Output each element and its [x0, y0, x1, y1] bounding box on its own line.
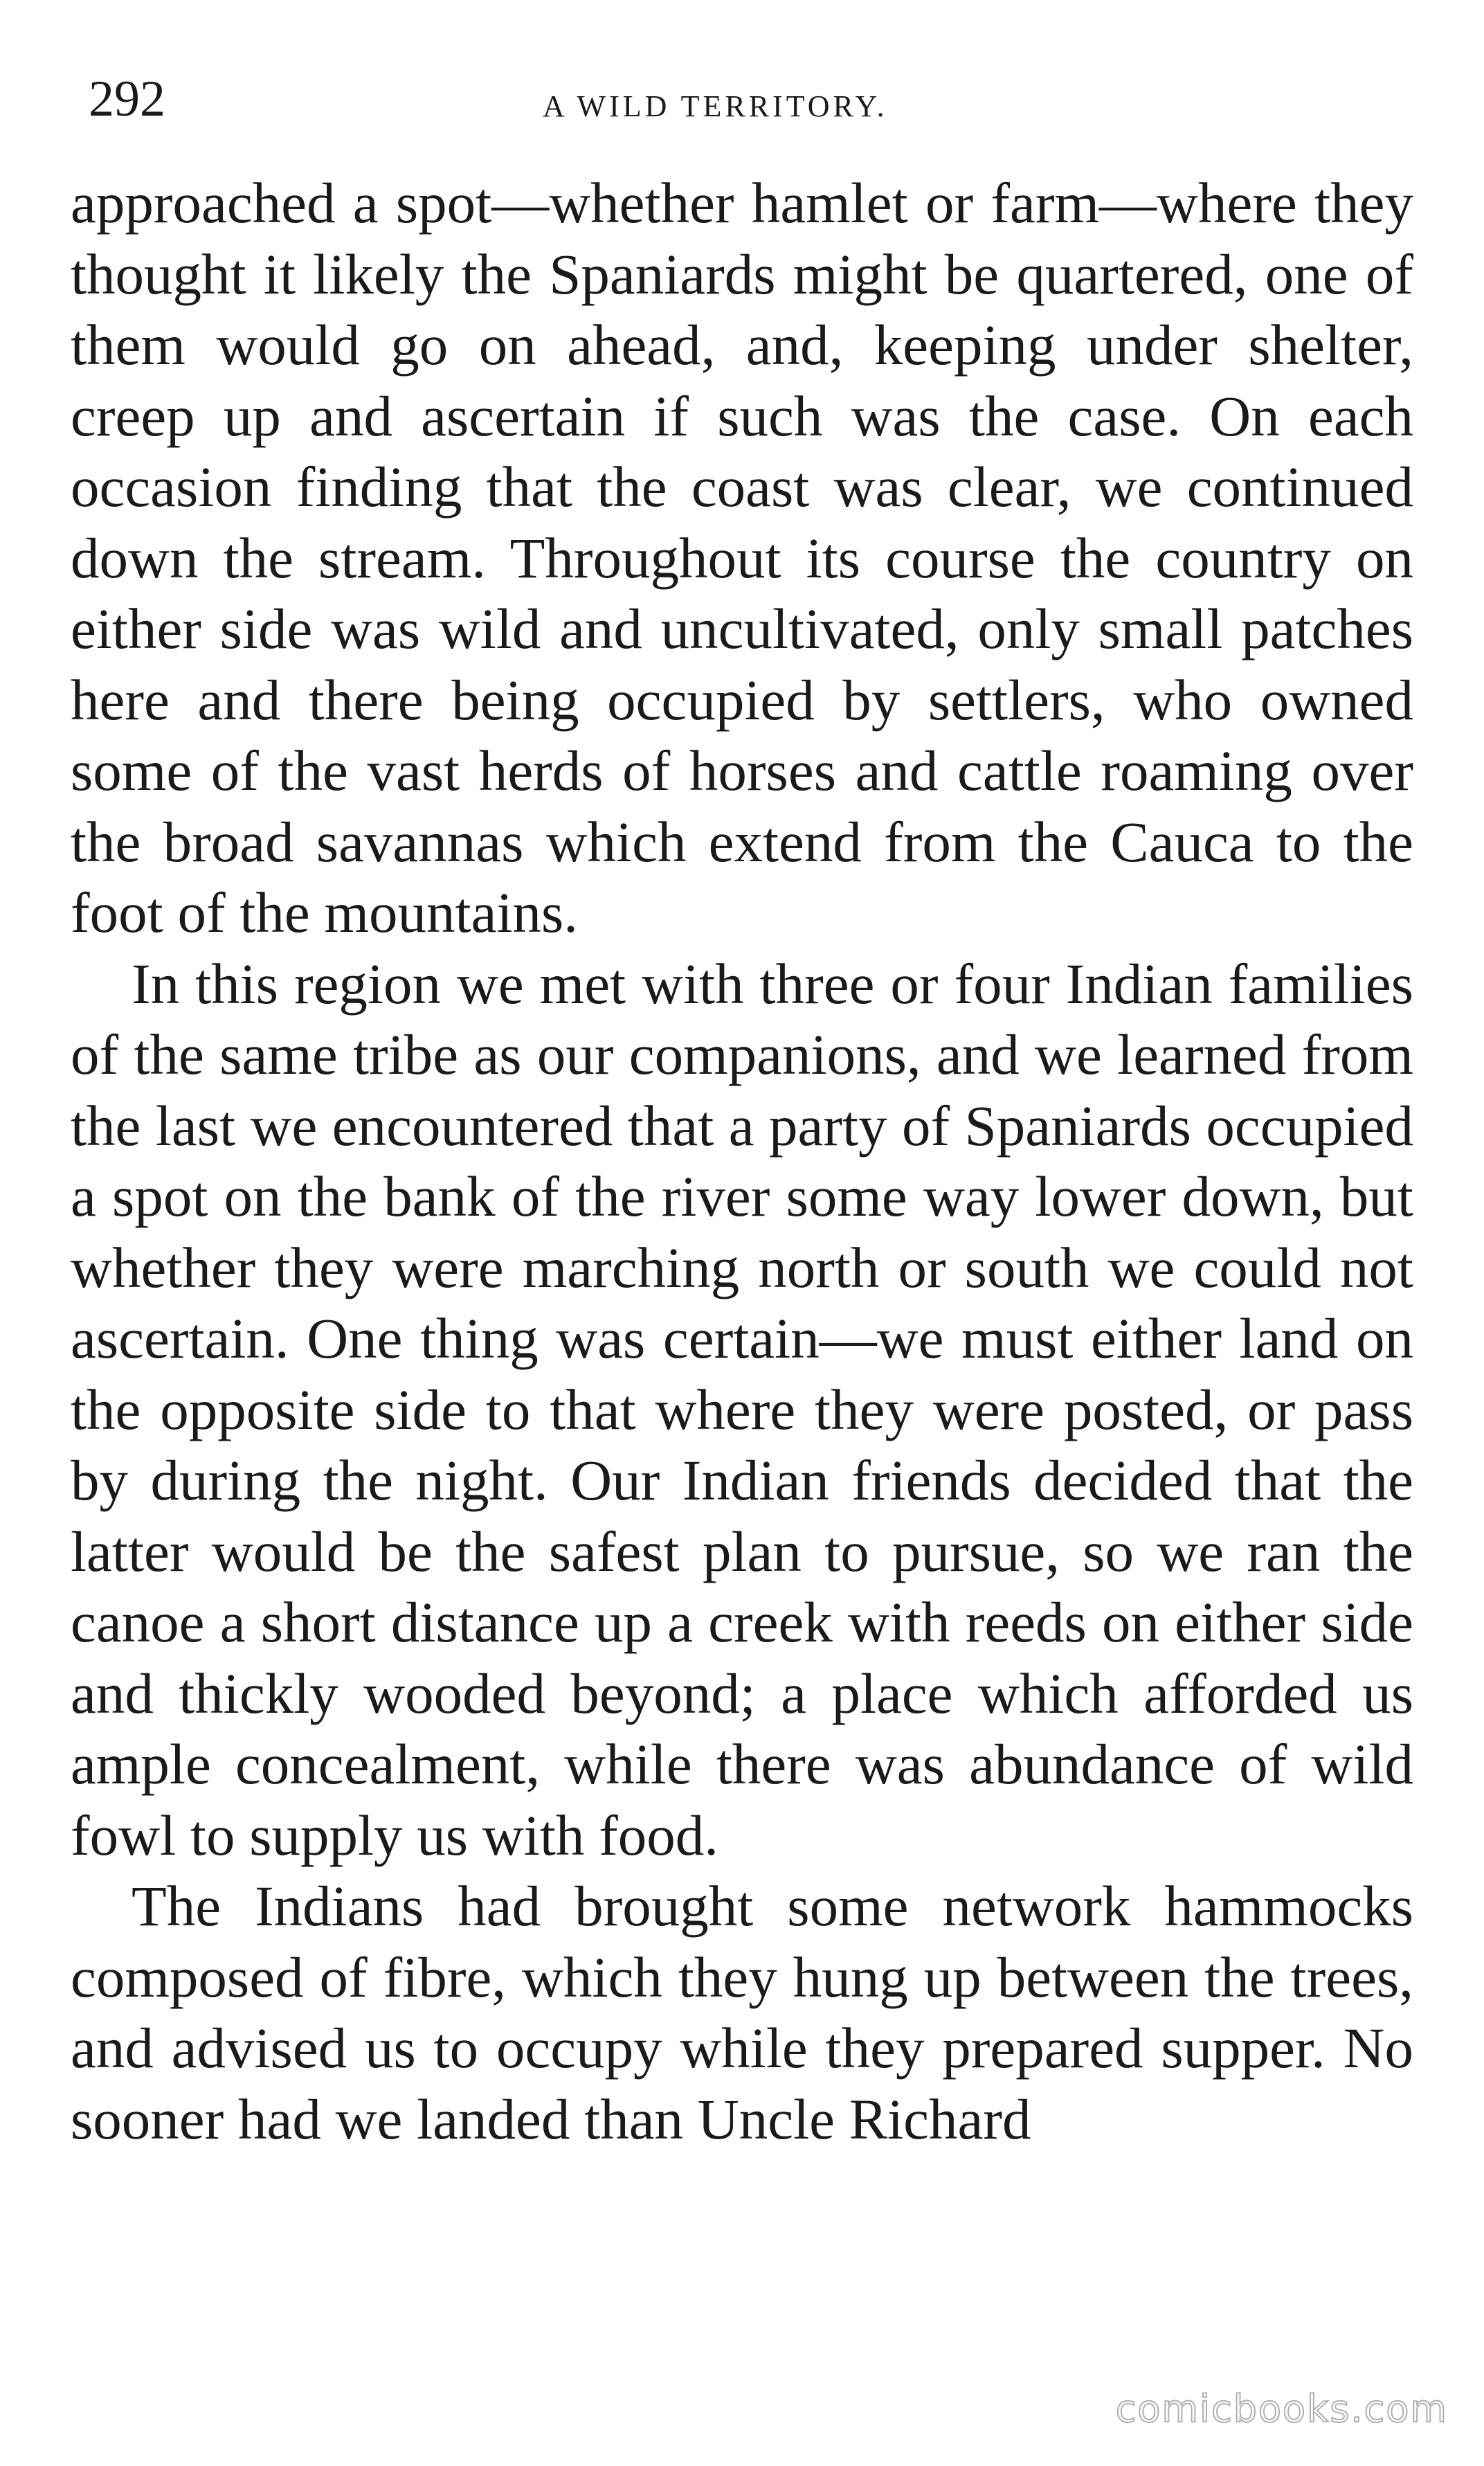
body-text [71, 168, 1413, 2154]
paragraph-indian-families: In this region we met with three or four Indian families of the same tribe as our companions, and we learned from the last we encountered that a party of Spaniards occupied a spot on the bank of the river some way lower down, but whether they were marching north or south we could not ascertain. One thing was certain—we must either land on the opposite side to that where they were posted, or pass by during the night. Our Indian friends decided that the latter would be the safest plan to pursue, so we ran the canoe a short distance up a creek with reeds on either side and thickly wooded beyond; a place which afforded us ample concealment, while there was abundance of wild fowl to supply us with food. [71, 951, 1413, 1867]
source-watermark: comicbooks.com [1115, 2387, 1448, 2431]
paragraph-continued: approached a spot—whether hamlet or farm—where they thought it likely the Spaniards might be quartered, one of them would go on ahead, and, keeping under shelter, creep up and ascertain if such was the case. On each occasion finding that the coast was clear, we continued down the stream. Throughout its course the country on either side was wild and uncultivated, only small patches here and there being occupied by settlers, who owned some of the vast herds of horses and cattle roaming over the broad savannas which extend from the Cauca to the foot of the mountains. [71, 171, 1413, 944]
paragraph-hammocks: The Indians had brought some network hammocks composed of fibre, which they hung up between the trees, and advised us to occupy while they prepared supper. No sooner had we landed than Uncle Richard [71, 1874, 1413, 2151]
running-title: A WILD TERRITORY. [543, 89, 888, 123]
page-number: 292 [89, 71, 165, 127]
running-head [78, 61, 1406, 137]
